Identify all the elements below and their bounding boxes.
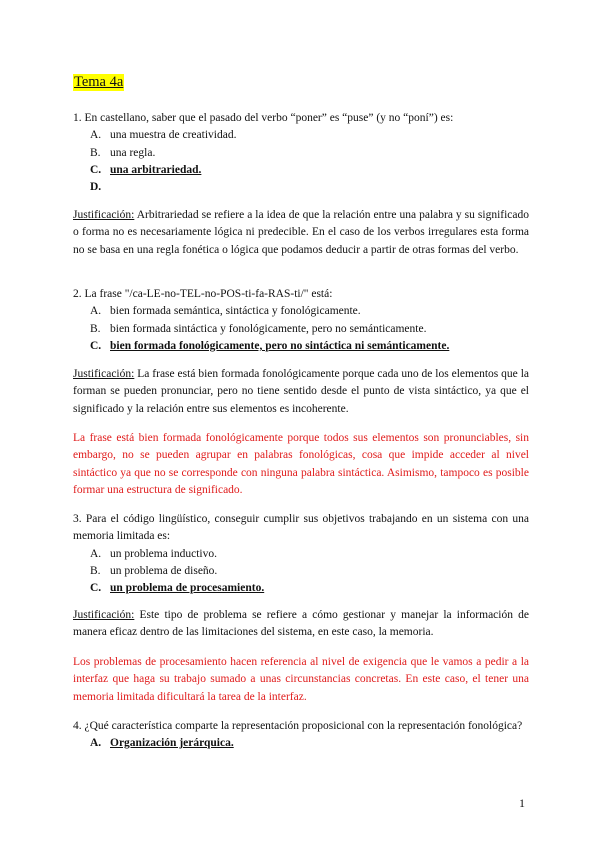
question-3: [73, 511, 529, 597]
justification-label: Justificación:: [73, 368, 135, 380]
justification-1: [73, 207, 529, 259]
option-a: A. una muestra de creatividad.: [90, 129, 237, 142]
question-2: [73, 286, 529, 355]
option-a: A. bien formada semántica, sintáctica y fonológicamente.: [90, 305, 361, 318]
question-text: 1. En castellano, saber que el pasado del verbo “poner” es “puse” (y no “poní”) es:: [73, 112, 454, 124]
justification-label: Justificación:: [73, 609, 135, 621]
question-4: [73, 718, 529, 753]
justification-2: [73, 366, 529, 418]
option-list: [73, 303, 529, 355]
justification-3: [73, 607, 529, 642]
option-list: [73, 127, 529, 196]
option-list: [73, 546, 529, 598]
option-d: D.: [90, 181, 102, 194]
justification-label: Justificación:: [73, 209, 135, 221]
option-c-correct: C. bien formada fonológicamente, pero no sintáctica ni semánticamente.: [90, 339, 450, 352]
question-text: 4. ¿Qué característica comparte la representación proposicional con la representación fonológica?: [73, 720, 523, 732]
red-note: La frase está bien formada fonológicamente porque todos sus elementos son pronunciables, sin embargo, no se pueden agrupar en palabras fonológicas, cosa que impide acceder al nivel sintáctico ya que no se corresponde con ninguna palabra sintáctica. Asimismo, tampoco es posible formar una estructura de significado.: [73, 432, 529, 496]
red-note: Los problemas de procesamiento hacen referencia al nivel de exigencia que le vamos a pedir a la interfaz que haga su trabajo sumado a unas circunstancias concretas. En este caso, el tener una memoria limitada dificultará la tarea de la interfaz.: [73, 656, 529, 703]
justification-text: La frase está bien formada fonológicamente porque cada uno de los elementos que la forman se pueden pronunciar, pero no tiene sentido desde el punto de vista sintáctico, ya que el significado y la relación entre sus elementos es incoherente.: [73, 368, 529, 415]
option-b: B. una regla.: [90, 146, 156, 159]
note-3: [73, 654, 529, 706]
question-1: [73, 110, 529, 196]
page-title: Tema 4a: [74, 74, 124, 90]
option-a-correct: A. Organización jerárquica.: [90, 737, 234, 750]
justification-text: Arbitrariedad se refiere a la idea de que la relación entre una palabra y su significado o forma no es necesariamente lógica ni predecible. En el caso de los verbos irregulares esta forma no se basa en una regla fonética o lógica que podamos deducir a partir de otras formas del verbo.: [73, 209, 529, 256]
option-b: B. bien formada sintáctica y fonológicamente, pero no semánticamente.: [90, 322, 427, 335]
note-2: [73, 430, 529, 499]
question-text: 2. La frase "/ca-LE-no-TEL-no-POS-ti-fa-RAS-ti/" está:: [73, 288, 333, 300]
page-number: 1: [519, 796, 525, 810]
option-c-correct: C. un problema de procesamiento.: [90, 582, 265, 595]
option-b: B. un problema de diseño.: [90, 564, 218, 577]
justification-text: Este tipo de problema se refiere a cómo gestionar y manejar la información de manera eficaz dentro de las limitaciones del sistema, en este caso, la memoria.: [73, 609, 529, 639]
question-text: 3. Para el código lingüístico, conseguir cumplir sus objetivos trabajando en un sistema con una memoria limitada es:: [73, 513, 529, 543]
option-c-correct: C. una arbitrariedad.: [90, 163, 202, 176]
option-a: A. un problema inductivo.: [90, 547, 217, 560]
option-list: [73, 735, 529, 752]
